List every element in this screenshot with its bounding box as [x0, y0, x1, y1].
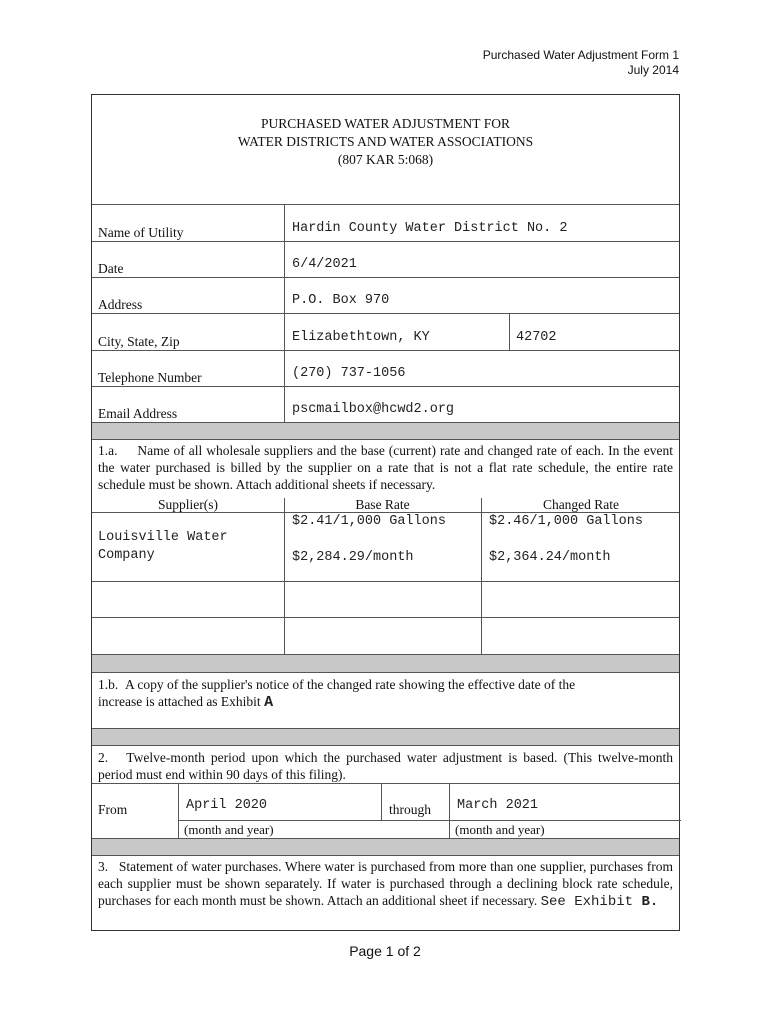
city-state-value[interactable]: Elizabethtown, KY — [292, 330, 430, 345]
form-name: Purchased Water Adjustment Form 1 — [482, 48, 679, 62]
section-1b-line-2-text: increase is attached as Exhibit — [98, 694, 265, 709]
through-value[interactable]: March 2021 — [457, 798, 539, 813]
from-value[interactable]: April 2020 — [186, 798, 268, 813]
form-title — [92, 115, 679, 169]
title-line-2: WATER DISTRICTS AND WATER ASSOCIATIONS — [237, 134, 534, 149]
title-line-3: (807 KAR 5:068) — [337, 152, 434, 167]
base-rate-monthly[interactable]: $2,284.29/month — [292, 550, 414, 565]
from-label: From — [98, 802, 128, 817]
form-header — [483, 48, 679, 78]
supplier-name[interactable] — [98, 529, 228, 565]
supplier-name-line-1: Louisville Water — [98, 530, 228, 545]
col-header-changed-rate: Changed Rate — [542, 497, 620, 512]
section-2-text: 2. Twelve-month period upon which the purchased water adjustment is based. (This twelve-month period must end within 90 days of this filing). — [98, 750, 673, 782]
section-1b-line-1: 1.b. A copy of the supplier's notice of the changed rate showing the effective date of the — [98, 677, 576, 692]
section-1b-line-2 — [98, 693, 575, 711]
from-hint: (month and year) — [184, 822, 274, 837]
telephone-label: Telephone Number — [98, 370, 202, 385]
supplier-name-line-2: Company — [98, 548, 155, 563]
section-1b-text — [98, 676, 575, 711]
form-date: July 2014 — [627, 63, 679, 77]
address-value[interactable]: P.O. Box 970 — [292, 293, 390, 308]
col-header-supplier: Supplier(s) — [158, 497, 218, 512]
telephone-value[interactable]: (270) 737-1056 — [292, 366, 406, 381]
changed-rate-monthly[interactable]: $2,364.24/month — [489, 550, 611, 565]
through-hint: (month and year) — [455, 822, 545, 837]
section-1a-text: 1.a. Name of all wholesale suppliers and the base (current) rate and changed rate of each. In the event the water purchased is billed by the supplier on a rate that is not a flat rate schedule, the entire rate schedule must be shown. Attach additional sheets if necessary. — [98, 443, 673, 492]
through-label: through — [389, 802, 431, 817]
date-value[interactable]: 6/4/2021 — [292, 257, 357, 272]
exhibit-b-value[interactable]: B. — [641, 894, 659, 910]
address-label: Address — [98, 297, 143, 312]
city-state-zip-label: City, State, Zip — [98, 334, 180, 349]
email-label: Email Address — [98, 406, 178, 421]
exhibit-a-value[interactable]: A — [264, 694, 274, 711]
page-number: Page 1 of 2 — [349, 943, 421, 959]
date-label: Date — [98, 261, 124, 276]
changed-rate-gallons[interactable]: $2.46/1,000 Gallons — [489, 514, 643, 529]
email-value[interactable]: pscmailbox@hcwd2.org — [292, 402, 455, 417]
title-line-1: PURCHASED WATER ADJUSTMENT FOR — [261, 116, 510, 131]
section-3-text — [98, 858, 673, 911]
col-header-base-rate: Base Rate — [355, 497, 410, 512]
see-exhibit-text: See Exhibit — [540, 894, 642, 910]
utility-name-label: Name of Utility — [98, 225, 184, 240]
base-rate-gallons[interactable]: $2.41/1,000 Gallons — [292, 514, 446, 529]
zip-value[interactable]: 42702 — [516, 330, 557, 345]
section-3-body: 3. Statement of water purchases. Where water is purchased from more than one supplier, purchases from each supplier must be shown separately. If water is purchased through a declining block rate schedule, purchases for each month must be shown. Attach an additional sheet if necessary. — [98, 859, 673, 908]
utility-name-value[interactable]: Hardin County Water District No. 2 — [292, 221, 568, 236]
form-table — [91, 94, 680, 931]
